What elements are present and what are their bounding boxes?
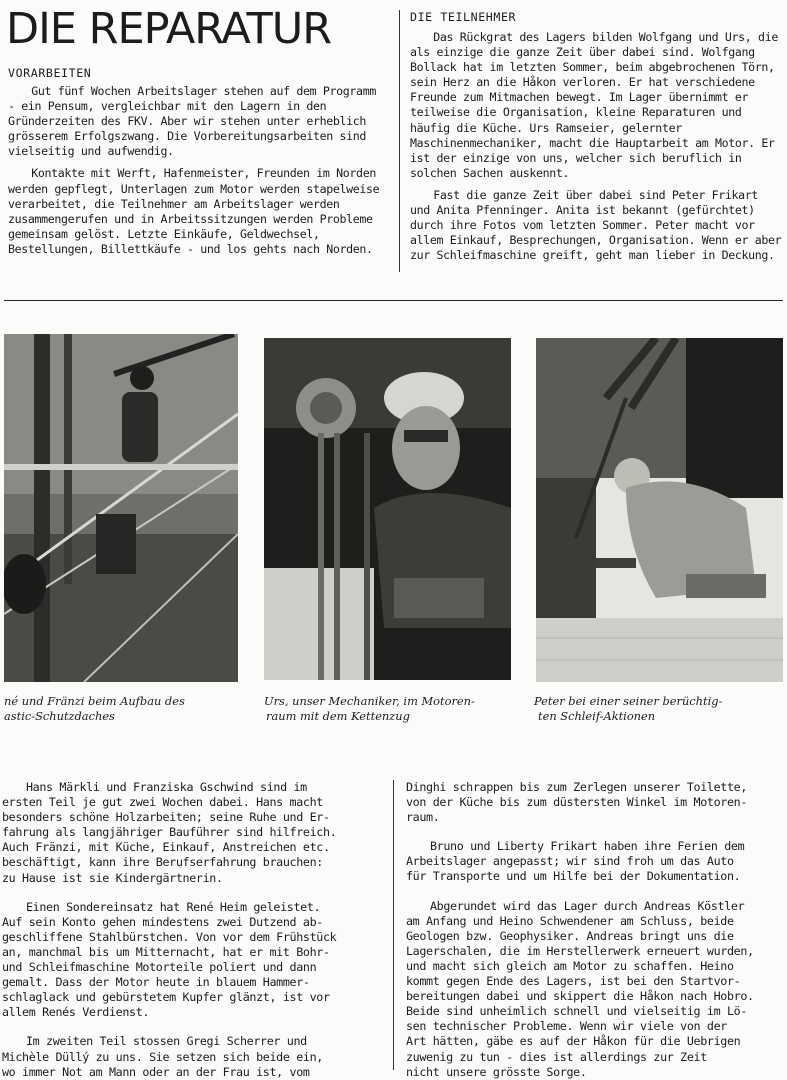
text-line: nicht unsere grösste Sorge. (406, 1064, 587, 1079)
text-line: Lagerschalen, die im Herstellerwerk erneuert wurden, (406, 943, 754, 958)
text-line: Art hätten, gäbe es auf der Håkon für die Uebrigen (406, 1034, 741, 1049)
text-line: Abgerundet wird das Lager durch Andreas Köstler (430, 898, 745, 913)
text-line: Bruno und Liberty Frikart haben ihre Ferien dem (430, 839, 745, 854)
teilnehmer-text (410, 30, 782, 270)
paragraph-gap (2, 886, 382, 900)
text-line: allem Renés Verdienst. (2, 1005, 150, 1020)
caption-photo-1 (4, 694, 244, 724)
teilnehmer-paragraph-2: Fast die ganze Zeit über dabei sind Peter Frikart und Anita Pfenninger. Anita ist bekannt (gefürchtet) durch ihre Fotos vom letzten Sommer. Peter macht vor allem Einkauf, Besprechungen, Organisation. Wenn er aber zur Schleifmaschine greift, geht man lieber in Deckung. (410, 187, 782, 263)
text-line: an, manchmal bis um Mitternacht, hat er mit Bohr- (2, 944, 330, 959)
caption-line: Urs, unser Mechaniker, im Motoren- (264, 694, 475, 708)
text-line: schlaglack und gebürstetem Kupfer glänzt, ist vor (2, 990, 330, 1005)
vorarbeiten-text (8, 84, 386, 264)
text-line: Arbeitslager angepasst; wir sind froh um das Auto (406, 854, 734, 869)
text-line: bereitungen dabei und skippert die Håkon nach Hobro. (406, 989, 754, 1004)
caption-line: né und Fränzi beim Aufbau des (4, 694, 185, 708)
caption-line: Peter bei einer seiner berüchtig- (534, 694, 723, 708)
photo-engine-room-chain-hoist (264, 338, 511, 680)
caption-line: ten Schleif-Aktionen (538, 709, 656, 723)
caption-line: raum mit dem Kettenzug (266, 709, 410, 723)
page-title: DIE REPARATUR (6, 4, 332, 54)
teilnehmer-heading: DIE TEILNEHMER (410, 10, 517, 24)
paragraph-gap (2, 1020, 382, 1034)
text-line: Auch Fränzi, mit Küche, Einkauf, Anstreichen etc. (2, 840, 330, 855)
paragraph-gap (406, 885, 784, 899)
text-line: fahrung als langjähriger Bauführer sind hilfreich. (2, 825, 337, 840)
text-line: und macht sich gleich am Motor zu schaffen. Heino (406, 958, 734, 973)
text-line: Dinghi schrappen bis zum Zerlegen unserer Toilette, (406, 780, 748, 794)
teilnehmer-paragraph-1: Das Rückgrat des Lagers bilden Wolfgang und Urs, die als einzige die ganze Zeit über dabei sind. Wolfgang Bollack hat im letzten Sommer, beim abgebrochenen Törn, sein Herz an die Håkon verloren. Er hat verschiedene Freunde zum Mitmachen bewegt. Im Lager übernimmt er teilweise die Organisation, kleine Reparaturen und häufig die Küche. Urs Ramseier, gelernter Maschinenmechaniker, macht die Hauptarbeit am Motor. Er ist der einzige von uns, welcher sich beruflich in solchen Sachen auskennt. (410, 30, 778, 180)
bottom-right-column (406, 780, 784, 1080)
text-line: von der Küche bis zum düstersten Winkel im Motoren- (406, 795, 748, 810)
caption-line: astic-Schutzdaches (4, 709, 115, 723)
text-line: Michèle Düllý zu uns. Sie setzen sich beide ein, (2, 1049, 323, 1064)
text-line: kommt gegen Ende des Lagers, ist bei den Startvor- (406, 974, 741, 989)
text-line: geschliffene Stahlbürstchen. Von vor dem Frühstück (2, 929, 337, 944)
vorarbeiten-heading: VORARBEITEN (8, 66, 92, 80)
bottom-left-column (2, 780, 382, 1080)
text-line: Auf sein Konto gehen mindestens zwei Dutzend ab- (2, 914, 323, 929)
text-line: Einen Sondereinsatz hat René Heim geleistet. (26, 899, 321, 914)
text-line: raum. (406, 810, 440, 825)
text-line: und Schleifmaschine Motorteile poliert und dann (2, 960, 317, 975)
vorarbeiten-paragraph-2: Kontakte mit Werft, Hafenmeister, Freunden im Norden werden gepflegt, Unterlagen zum Motor werden stapelweise verarbeitet, die Teilnehmer am Arbeitslager werden zusammengerufen und in Arbeitssitzungen werden Probleme gemeinsam gelöst. Letzte Einkäufe, Geldwechsel, Bestellungen, Billettkäufe - und los gehts nach Norden. (8, 166, 380, 256)
text-line: wo immer Not am Mann oder an der Frau ist, vom (2, 1064, 310, 1079)
photo-grinding-work (536, 338, 783, 682)
vorarbeiten-paragraph-1: Gut fünf Wochen Arbeitslager stehen auf dem Programm - ein Pensum, vergleichbar mit den Lagern in den Gründerzeiten des FKV. Aber wir stehen unter erheblich grösserem Erfolgszwang. Die Vorbereitungsarbeiten sind vielseitig und aufwendig. (8, 84, 376, 159)
text-line: ersten Teil je gut zwei Wochen dabei. Hans macht (2, 795, 323, 810)
text-line: beschäftigt, kann ihre Berufserfahrung brauchen: (2, 855, 323, 870)
column-divider-top (399, 10, 400, 272)
caption-photo-2 (264, 694, 514, 724)
column-divider-bottom (393, 780, 394, 1070)
text-line: Hans Märkli und Franziska Gschwind sind im (26, 780, 307, 794)
horizontal-rule-top (4, 300, 783, 301)
text-line: sen technischer Probleme. Wenn wir viele von der (406, 1019, 727, 1034)
text-line: gemalt. Dass der Motor heute in blauem Hammer- (2, 975, 310, 990)
text-line: Geologen bzw. Geophysiker. Andreas bringt uns die (406, 928, 734, 943)
text-line: Im zweiten Teil stossen Gregi Scherrer und (26, 1034, 307, 1049)
text-line: Beide sind unheimlich schnell und vielseitig im Lö- (406, 1004, 748, 1019)
text-line: am Anfang und Heino Schwendener am Schluss, beide (406, 913, 734, 928)
paragraph-gap (406, 825, 784, 839)
caption-photo-3 (534, 694, 784, 724)
photo-scaffold-roof (4, 334, 238, 682)
text-line: besonders schöne Holzarbeiten; seine Ruhe und Er- (2, 810, 330, 825)
text-line: zuwenig zu tun - dies ist allerdings zur Zeit (406, 1049, 707, 1064)
text-line: zu Hause ist sie Kindergärtnerin. (2, 870, 223, 885)
text-line: für Transporte und um Hilfe bei der Dokumentation. (406, 869, 741, 884)
